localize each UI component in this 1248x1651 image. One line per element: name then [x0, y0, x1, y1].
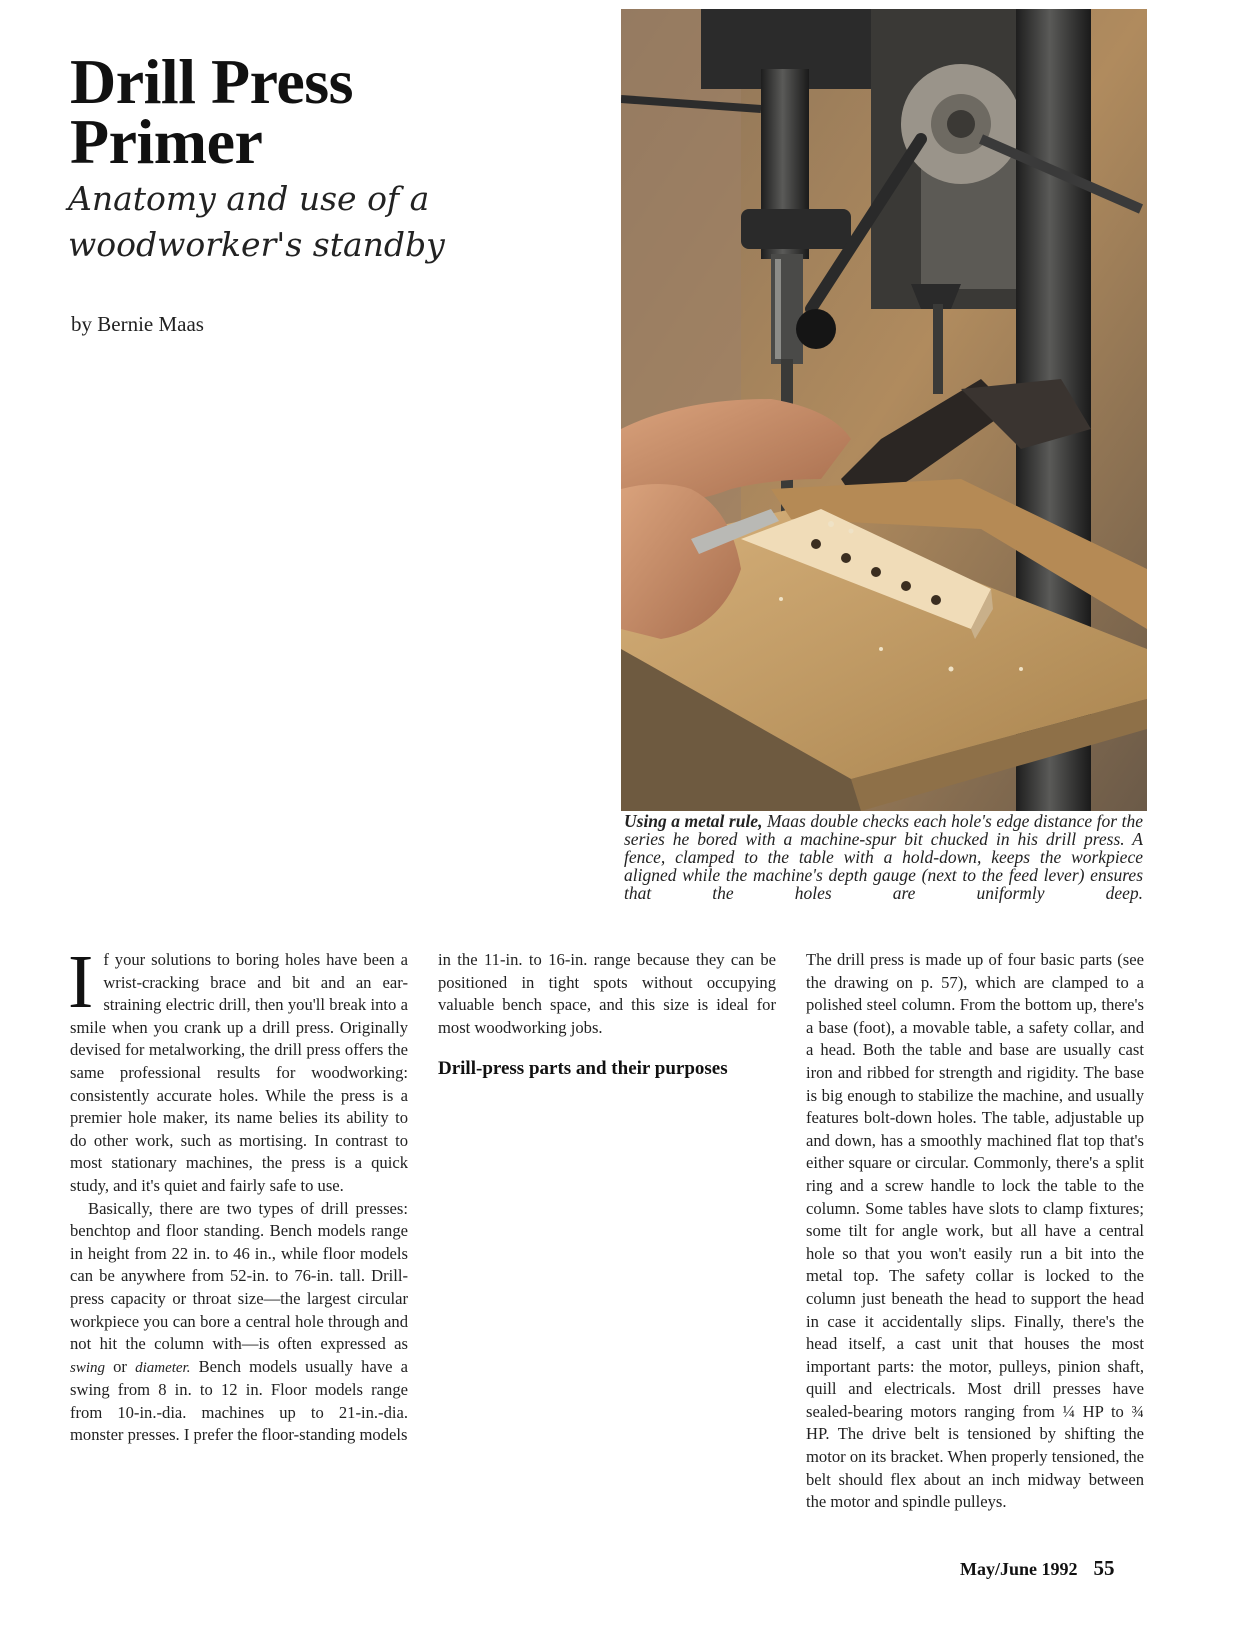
- drill-press-illustration: [621, 9, 1147, 811]
- page-footer: [960, 1556, 1115, 1581]
- paragraph-types-text-a: Basically, there are two types of drill presses: benchtop and floor standing. Bench models range in height from 22 in. to 46 in., while floor models can be anywhere from 52-in. to 76-in. tall. Drill-press capacity or throat size—the largest circular workpiece you can bore a central hole through and not hit the column with—is often expressed as: [70, 1198, 408, 1354]
- title-line-1: Drill Press: [70, 46, 354, 117]
- title-line-2: Primer: [70, 106, 263, 177]
- issue-date: May/June 1992: [960, 1559, 1078, 1579]
- article-title: [70, 46, 570, 177]
- hp-high: ¾: [1131, 1401, 1144, 1421]
- article-subtitle: [68, 176, 568, 268]
- subtitle-line-1: Anatomy and use of a: [68, 179, 430, 218]
- caption-text: Maas double checks each hole's edge distance for the series he bored with a machine-spur bit chucked in his drill press. A fence, clamped to the table with a hold-down, keeps the workpiece aligned while the machine's depth gauge (next to the feed lever) ensures that the holes are uniformly deep.: [624, 811, 1143, 903]
- term-or: or: [105, 1356, 136, 1376]
- body-column-2: [438, 949, 776, 1081]
- drop-cap: I: [68, 940, 94, 1024]
- paragraph-types: [70, 1198, 408, 1448]
- paragraph-parts-text-a: The drill press is made up of four basic parts (see the drawing on p. 57), which are clamped to a polished steel column. From the bottom up, there's a base (foot), a movable table, a safety collar, and a head. Both the table and base are usually cast iron and ribbed for strength and rigidity. The base is big enough to stabilize the machine, and usually features bolt-down holes. The table, adjustable up and down, has a smoothly machined flat top that's either square or circular. Commonly, there's a split ring and a screw handle to lock the table to the column. Some tables have slots to clamp fixtures; some tilt for angle work, but all have a central hole so that you won't easily run a bit into the metal top. The safety collar is locked to the column just beneath the head to support the head in case it accidentally slips. Finally, there's the head itself, a cast unit that houses the most important parts: the motor, pulleys, pinion shaft, quill and electricals. Most drill presses have sealed-bearing motors ranging from: [806, 950, 1144, 1421]
- drill-press-photo: [621, 9, 1147, 811]
- section-heading: Drill-press parts and their purposes: [438, 1058, 728, 1080]
- paragraph-parts: [806, 949, 1144, 1514]
- photo-caption: [624, 812, 1143, 902]
- paragraph-types-text-b: in the 11-in. to 16-in. range because they can be positioned in tight spots without occupying valuable bench space, and this size is ideal for most woodworking jobs.: [438, 950, 776, 1037]
- paragraph-intro: [68, 940, 408, 1198]
- paragraph-types-continued: [438, 949, 776, 1039]
- body-column-1: [68, 940, 408, 1447]
- term-swing: swing: [70, 1359, 106, 1376]
- byline: by Bernie Maas: [71, 312, 204, 336]
- paragraph-intro-text: f your solutions to boring holes have been a wrist-cracking brace and bit and an ear-straining electric drill, then you'll break into a smile when you crank up a drill press. Originally devised for metalworking, the drill press offers the same professional results for woodworking: consistently accurate holes. While the press is a premier hole maker, its name belies its ability to do other work, such as mortising. In contrast to most stationary machines, the press is a quick study, and it's quiet and fairly safe to use.: [70, 950, 408, 1195]
- caption-lead: Using a metal rule,: [624, 811, 763, 831]
- hp-low: ¼: [1062, 1401, 1075, 1421]
- hp-mid: HP to: [1074, 1401, 1132, 1421]
- body-column-3: [806, 949, 1144, 1536]
- term-diameter: diameter.: [135, 1359, 191, 1376]
- subtitle-line-2: woodworker's standby: [68, 225, 445, 264]
- page-number: 55: [1093, 1556, 1115, 1580]
- paragraph-parts-text-b: HP. The drive belt is tensioned by shifting the motor on its bracket. When properly tensioned, the belt should flex about an inch midway between the motor and spindle pulleys.: [806, 1424, 1144, 1512]
- paragraph-types-text-b: Bench models usually have a swing from 8 in. to 12 in. Floor models range from 10-in.-dia. machines up to 21-in.-dia. monster presses. I prefer the floor-standing models: [70, 1356, 408, 1445]
